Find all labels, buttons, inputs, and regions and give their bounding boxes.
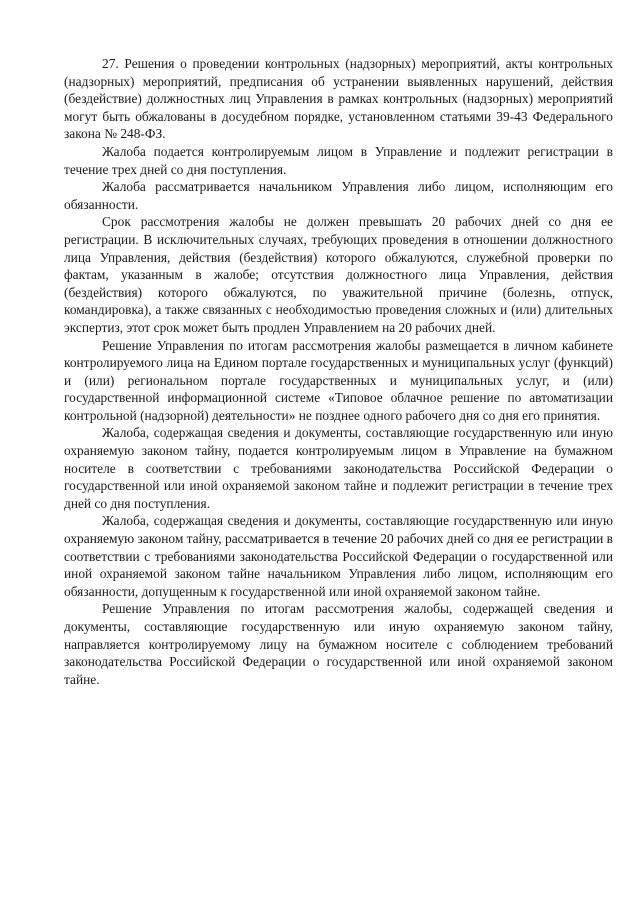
paragraph-complaint-reviewer: Жалоба рассматривается начальником Управления либо лицом, исполняющим его обязанности. — [64, 179, 613, 212]
paragraph-complaint-filing: Жалоба подается контролируемым лицом в Управление и подлежит регистрации в течение трех дней со дня поступления. — [64, 143, 613, 177]
paragraph-27-appeal-decisions: 27. Решения о проведении контрольных (надзорных) мероприятий, акты контрольных (надзорных) мероприятий, предписания об устранении выявленных нарушений, действия (бездействие) должностных лиц Управления в рамках контрольных (надзорных) мероприятий могут быть обжалованы в досудебном порядке, установленном статьями 39-43 Федерального закона № 248-ФЗ. — [64, 56, 613, 142]
paragraph-secret-complaint-review: Жалоба, содержащая сведения и документы, составляющие государственную или иную охраняемую законом тайну, рассматривается в течение 20 рабочих дней со дня ее регистрации в соответствии с требованиями законодательства Российской Федерации о государственной или иной охраняемой законом тайне начальником Управления либо лицом, исполняющим его обязанности, допущенным к государственной или иной охраняемой законом тайне. — [64, 513, 614, 599]
paragraph-decision-publication: Решение Управления по итогам рассмотрения жалобы размещается в личном кабинете контролируемого лица на Едином портале государственных и муниципальных услуг (функций) и (или) региональном портале государственных и муниципальных услуг, и (или) государственной информационной системе «Типовое облачное решение по автоматизации контрольной (надзорной) деятельности» не позднее одного рабочего дня со дня его принятия. — [64, 337, 613, 423]
paragraph-secret-complaint-filing: Жалоба, содержащая сведения и документы, составляющие государственную или иную охраняемую законом тайну, подается контролируемым лицом в Управление на бумажном носителе в соответствии с требованиями законодательства Российской Федерации о государственной или иной охраняемой законом тайне и подлежит регистрации в течение трех дней со дня поступления. — [64, 425, 613, 511]
document-body — [64, 55, 613, 688]
paragraph-secret-decision-delivery: Решение Управления по итогам рассмотрения жалобы, содержащей сведения и документы, составляющие государственную или иную охраняемую законом тайну, направляется контролируемому лицу на бумажном носителе с соблюдением требований законодательства Российской Федерации о государственной или иной охраняемой законом тайне. — [64, 601, 613, 687]
paragraph-review-term: Срок рассмотрения жалобы не должен превышать 20 рабочих дней со дня ее регистрации. В исключительных случаях, требующих проведения в отношении должностного лица Управления, действия (бездействия) которого обжалуются, служебной проверки по фактам, указанным в жалобе; отсутствия должностного лица Управления, действия (бездействия) которого обжалуются, по уважительной причине (болезнь, отпуск, командировка), а также связанных с необходимостью проведения сложных и (или) длительных экспертиз, этот срок может быть продлен Управлением на 20 рабочих дней. — [64, 214, 613, 335]
